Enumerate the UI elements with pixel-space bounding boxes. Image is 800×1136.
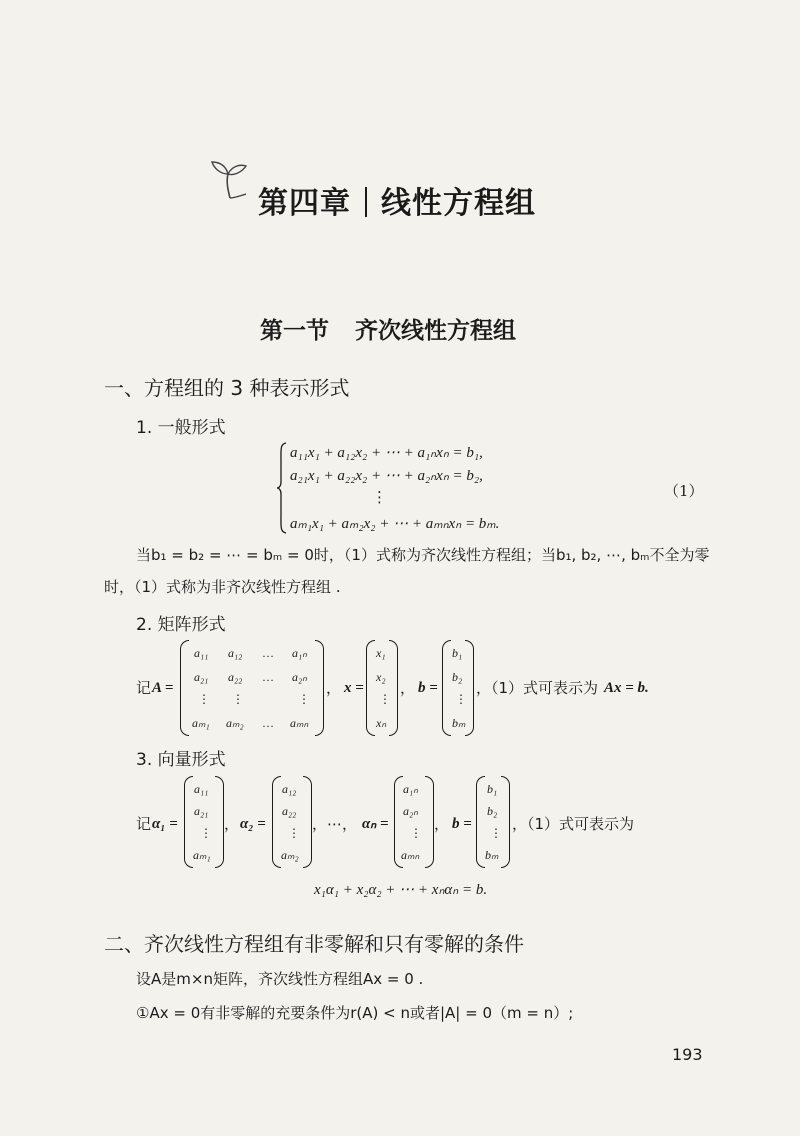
vector-cell: a₁₂ (282, 782, 297, 796)
vector-cell: aₘ₁ (193, 848, 211, 862)
system-row: ⋮ (372, 488, 387, 506)
vector-cell: ⋮ (200, 826, 212, 840)
chapter-number: 第四章 (258, 186, 351, 221)
vector-cell: a₁₁ (194, 782, 209, 796)
matrix-cell: … (262, 670, 274, 684)
matrix-suffix: ，（1）式可表示为 (476, 679, 599, 697)
vector-cell: a₁ₙ (403, 782, 418, 796)
vector-cell: bₘ (485, 848, 499, 862)
alpha2-label: α₂ = (240, 816, 266, 832)
matrix-cell: ⋮ (232, 692, 244, 706)
alphan-label: αₙ = (362, 816, 389, 832)
matrix-cell: aₘₙ (290, 716, 309, 730)
system-row: a₁₁x₁ + a₁₂x₂ + ⋯ + a₁ₙxₙ = b₁, (290, 445, 483, 461)
vector-cell: aₘ₂ (281, 848, 299, 862)
matrix-cell: ⋮ (298, 692, 310, 706)
vector-cell: x₂ (376, 670, 386, 684)
vector-cell: a₂₂ (282, 804, 297, 818)
paragraph-line: 时，（1）式称为非齐次线性方程组 . (104, 578, 341, 596)
chapter-title (258, 178, 536, 222)
matrix-A (180, 640, 324, 736)
vector-alpha2 (272, 776, 312, 868)
comma: ， (326, 679, 342, 697)
vector-cell: b₂ (452, 670, 463, 684)
matrix-cell: a₂₂ (228, 670, 243, 684)
subheading-general: 1. 一般形式 (136, 418, 226, 438)
sprout-icon (206, 160, 252, 200)
vector-prefix: 记 (136, 815, 152, 833)
vector-cell: ⋮ (379, 692, 391, 706)
matrix-A-label: A = (152, 680, 174, 696)
vector-b2 (476, 776, 510, 868)
vector-equation: x₁α₁ + x₂α₂ + ⋯ + xₙαₙ = b. (314, 882, 488, 898)
matrix-cell: a₁₁ (194, 646, 209, 660)
vector-cell: a₂₁ (194, 804, 209, 818)
section-title (260, 312, 516, 345)
vector-x-label: x = (344, 680, 364, 696)
vector-cell: ⋮ (288, 826, 300, 840)
vector-cell: b₂ (487, 804, 498, 818)
title-separator (365, 187, 367, 217)
vector-cell: aₘₙ (401, 848, 420, 862)
comma: ， (224, 815, 240, 833)
matrix-cell: a₂₁ (194, 670, 209, 684)
vector-b (442, 640, 474, 736)
vector-cell: b₁ (452, 646, 463, 660)
vector-cell: ⋮ (455, 692, 467, 706)
ellipsis: ，⋯， (312, 815, 358, 833)
section-number: 第一节 (260, 318, 329, 344)
heading-part2: 二、齐次线性方程组有非零解和只有零解的条件 (104, 932, 524, 956)
section-name: 齐次线性方程组 (355, 318, 516, 344)
vector-b-label: b = (418, 680, 438, 696)
matrix-cell: a₁₂ (228, 646, 243, 660)
paragraph-line: 当b₁ = b₂ = ⋯ = bₘ = 0时，（1）式称为齐次线性方程组；当b₁, b₂, ⋯, bₘ不全为零 (136, 546, 710, 564)
paragraph-line: ①Ax = 0有非零解的充要条件为r(A) < n或者|A| = 0（m = n）; (136, 1004, 574, 1022)
vector-suffix: ，（1）式可表示为 (512, 815, 635, 833)
heading-part1: 一、方程组的 3 种表示形式 (104, 376, 350, 400)
comma: ， (400, 679, 416, 697)
matrix-cell: aₘ₁ (192, 716, 210, 730)
vector-cell: xₙ (376, 716, 387, 730)
alpha1-label: α₁ = (152, 816, 178, 832)
matrix-equation: Ax = b. (604, 680, 649, 696)
subheading-vector: 3. 向量形式 (136, 750, 226, 770)
vector-b2-label: b = (452, 816, 472, 832)
matrix-prefix: 记 (136, 679, 152, 697)
chapter-name: 线性方程组 (381, 186, 536, 221)
vector-cell: ⋮ (410, 826, 422, 840)
vector-alphan (394, 776, 434, 868)
matrix-cell: a₂ₙ (292, 670, 307, 684)
vector-cell: b₁ (487, 782, 498, 796)
system-row: a₂₁x₁ + a₂₂x₂ + ⋯ + a₂ₙxₙ = b₂, (290, 468, 483, 484)
vector-cell: x₁ (376, 646, 386, 660)
system-brace (276, 442, 288, 534)
subheading-matrix: 2. 矩阵形式 (136, 615, 226, 635)
matrix-cell: a₁ₙ (292, 646, 307, 660)
system-row: aₘ₁x₁ + aₘ₂x₂ + ⋯ + aₘₙxₙ = bₘ. (290, 516, 500, 532)
vector-x (366, 640, 398, 736)
vector-cell: bₘ (452, 716, 466, 730)
matrix-cell: … (262, 716, 274, 730)
comma: ， (434, 815, 450, 833)
matrix-cell: … (262, 646, 274, 660)
page-number: 193 (672, 1045, 703, 1064)
paragraph-line: 设A是m×n矩阵，齐次线性方程组Ax = 0 . (136, 970, 424, 988)
matrix-cell: aₘ₂ (226, 716, 244, 730)
equation-label: （1） (664, 482, 704, 500)
matrix-cell: ⋮ (198, 692, 210, 706)
vector-alpha1 (184, 776, 224, 868)
vector-cell: ⋮ (490, 826, 502, 840)
vector-cell: a₂ₙ (403, 804, 418, 818)
